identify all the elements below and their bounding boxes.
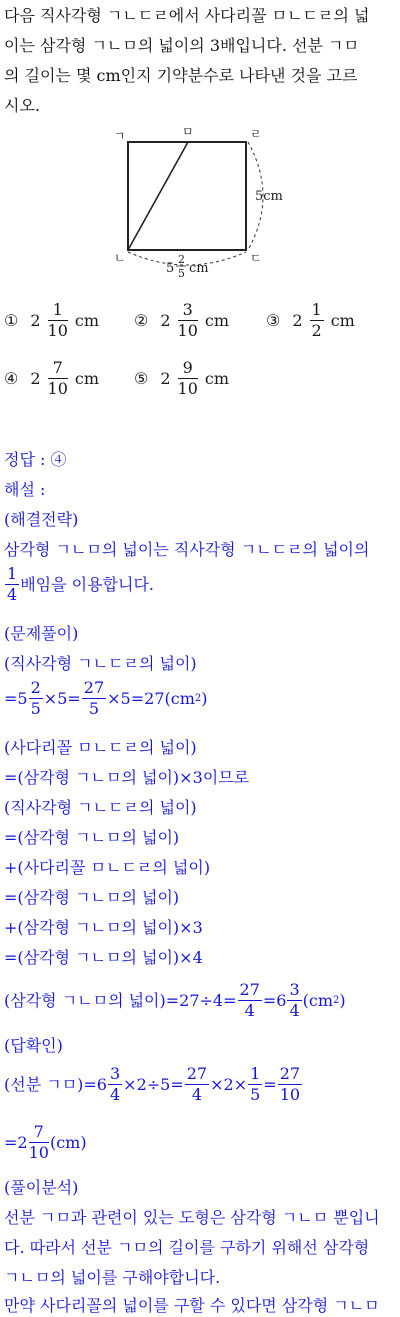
option-5[interactable]: ⑤ 2 $\frac{9}{10}$ cm — [134, 358, 230, 398]
width-whole: 5 — [166, 261, 175, 276]
rectangle-outline — [128, 142, 246, 250]
option-4[interactable]: ④ 2 $\frac{7}{10}$ cm — [4, 358, 100, 398]
answer-label: 정답 : ④ — [4, 450, 67, 469]
analysis-title: (풀이분석) — [4, 1178, 79, 1197]
problem-line-2: 이는 삼각형 ㄱㄴㅁ의 넓이의 3배입니다. 선분 ㄱㅁ — [4, 36, 359, 55]
width-den: 5 — [178, 267, 185, 278]
rect-equation-2: +(사다리꼴 ㅁㄴㄷㄹ의 넓이) — [4, 858, 211, 877]
option-1[interactable]: ① 2 $\frac{1}{10}$ cm — [4, 300, 100, 340]
final-answer-equation: =2 $\frac{7}{10}$ (cm) — [4, 1122, 87, 1162]
analysis-line-3: ㄱㄴㅁ의 넓이를 구해야합니다. — [4, 1268, 221, 1287]
strategy-line-1: 삼각형 ㄱㄴㅁ의 넓이는 직사각형 ㄱㄴㄷㄹ의 넓이의 — [4, 540, 370, 559]
width-brace — [128, 252, 246, 265]
rect-equation-1: =(삼각형 ㄱㄴㅁ의 넓이) — [4, 828, 180, 847]
vertex-d: ㄷ — [250, 251, 262, 265]
rect-area-title: (직사각형 ㄱㄴㄷㄹ의 넓이) — [4, 654, 197, 673]
triangle-area-equation: (삼각형 ㄱㄴㅁ의 넓이)=27÷4= $\frac{27}{4}$ =6 $\frac{3}{4}$ (cm 2 ) — [4, 980, 346, 1020]
option-3[interactable]: ③ 2 $\frac{1}{2}$ cm — [266, 300, 355, 340]
width-num: 2 — [178, 253, 185, 266]
strategy-title: (해결전략) — [4, 510, 79, 529]
explain-label: 해설 : — [4, 480, 46, 499]
vertex-n: ㄴ — [114, 251, 126, 265]
problem-line-3: 의 길이는 몇 cm인지 기약분수로 나타낸 것을 고르 — [4, 66, 358, 85]
rect-area-title-2: (직사각형 ㄱㄴㄷㄹ의 넓이) — [4, 798, 197, 817]
rect-equation-3: =(삼각형 ㄱㄴㅁ의 넓이) — [4, 888, 180, 907]
problem-line-4: 시오. — [4, 96, 40, 115]
trap-area-title: (사다리꼴 ㅁㄴㄷㄹ의 넓이) — [4, 738, 197, 757]
vertex-r: ㄹ — [250, 128, 262, 141]
analysis-line-4: 만약 사다리꼴의 넓이를 구할 수 있다면 삼각형 ㄱㄴㅁ — [4, 1296, 380, 1315]
problem-solving-title: (문제풀이) — [4, 624, 79, 643]
rectangle-diagram — [108, 128, 298, 278]
diagonal-segment — [128, 142, 188, 250]
rect-equation-4: +(삼각형 ㄱㄴㅁ의 넓이)×3 — [4, 918, 203, 937]
rectangle-figure — [108, 128, 298, 278]
segment-equation: (선분 ㄱㅁ)=6 $\frac{3}{4}$ ×2÷5= $\frac{27}{4}$ ×2× $\frac{1}{5}$ = $\frac{27}{10}$ — [4, 1064, 301, 1104]
option-2[interactable]: ② 2 $\frac{3}{10}$ cm — [134, 300, 230, 340]
width-unit: cm — [189, 261, 209, 276]
rect-area-equation: =5 $\frac{2}{5}$ ×5= $\frac{27}{5}$ ×5=27(cm 2 ) — [4, 678, 208, 718]
rect-equation-5: =(삼각형 ㄱㄴㅁ의 넓이)×4 — [4, 948, 203, 967]
check-title: (답확인) — [4, 1036, 63, 1055]
analysis-line-2: 다. 따라서 선분 ㄱㅁ의 길이를 구하기 위해선 삼각형 — [4, 1238, 370, 1257]
analysis-line-1: 선분 ㄱㅁ과 관련이 있는 도형은 삼각형 ㄱㄴㅁ 뿐입니 — [4, 1208, 380, 1227]
height-label: 5cm — [255, 189, 283, 204]
vertex-g: ㄱ — [114, 129, 126, 143]
vertex-m: ㅁ — [182, 128, 194, 139]
trap-area-equation: =(삼각형 ㄱㄴㅁ의 넓이)×3이므로 — [4, 768, 250, 787]
problem-line-1: 다음 직사각형 ㄱㄴㄷㄹ에서 사다리꼴 ㅁㄴㄷㄹ의 넓 — [4, 6, 370, 25]
strategy-line-2: $\frac{1}{4}$ 배임을 이용합니다. — [7, 564, 155, 604]
